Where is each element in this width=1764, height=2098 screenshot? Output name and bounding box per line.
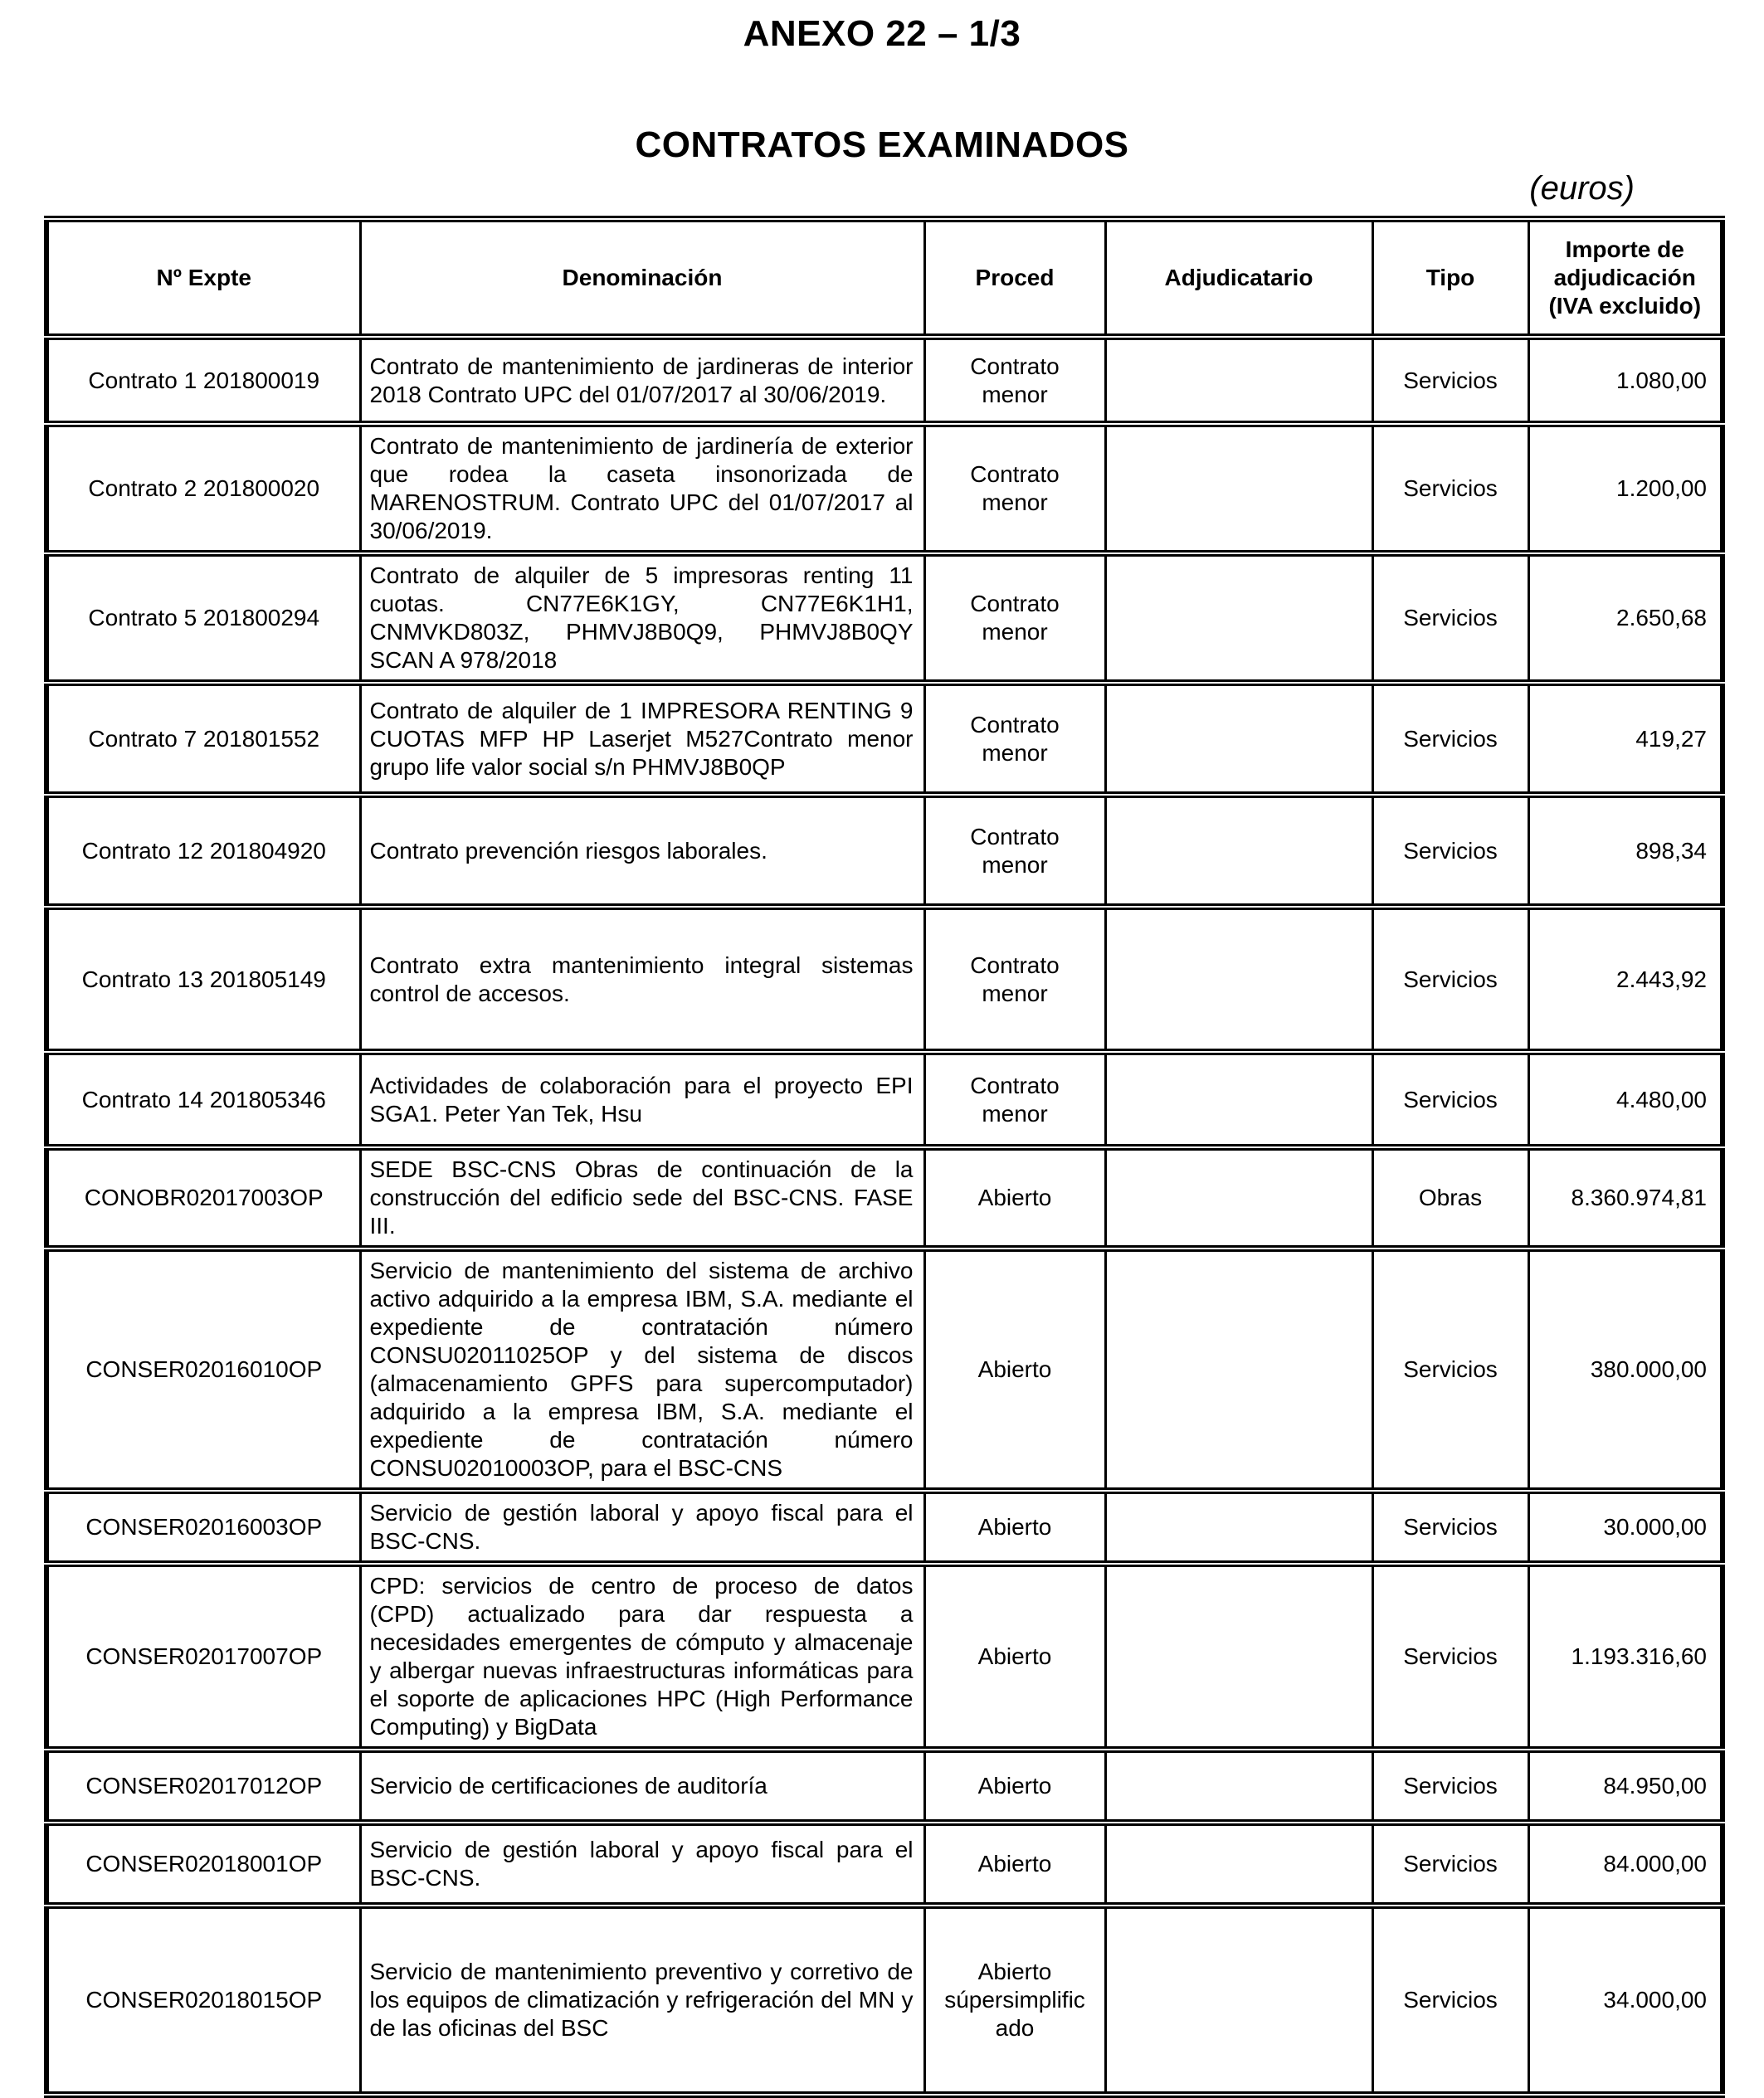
tipo-cell: Servicios	[1372, 553, 1528, 683]
denominacion-cell: CPD: servicios de centro de proceso de datos (CPD) actualizado para dar respuesta a necesidades emergentes de cómputo y almacenaje y albergar nuevas infraestructuras informáticas para el soporte de aplicaciones HPC (High Performance Computing) y BigData	[360, 1564, 924, 1750]
header-expte: Nº Expte	[46, 219, 360, 337]
table-row	[46, 795, 1723, 907]
importe-cell: 8.360.974,81	[1528, 1147, 1723, 1249]
expte-cell: Contrato 1 201800019	[46, 337, 360, 424]
table-row	[46, 424, 1723, 553]
proced-cell: Abierto	[924, 1147, 1105, 1249]
importe-cell: 2.443,92	[1528, 907, 1723, 1052]
header-importe: Importe de adjudicación (IVA excluido)	[1528, 219, 1723, 337]
page-title: CONTRATOS EXAMINADOS	[635, 124, 1129, 165]
table-row	[46, 337, 1723, 424]
adjudicatario-cell	[1105, 1249, 1372, 1491]
adjudicatario-cell	[1105, 1564, 1372, 1750]
expte-cell: Contrato 13 201805149	[46, 907, 360, 1052]
adjudicatario-cell	[1105, 1750, 1372, 1823]
denominacion-cell: Contrato prevención riesgos laborales.	[360, 795, 924, 907]
proced-cell: Contrato menor	[924, 683, 1105, 795]
adjudicatario-cell	[1105, 1147, 1372, 1249]
adjudicatario-cell	[1105, 907, 1372, 1052]
expte-cell: CONSER02017012OP	[46, 1750, 360, 1823]
table-row	[46, 683, 1723, 795]
tipo-cell: Servicios	[1372, 337, 1528, 424]
tipo-cell: Servicios	[1372, 424, 1528, 553]
importe-cell: 4.480,00	[1528, 1052, 1723, 1147]
expte-cell: CONOBR02017003OP	[46, 1147, 360, 1249]
tipo-cell: Servicios	[1372, 1750, 1528, 1823]
table-row	[46, 553, 1723, 683]
adjudicatario-cell	[1105, 1823, 1372, 1906]
adjudicatario-cell	[1105, 795, 1372, 907]
table-row	[46, 1052, 1723, 1147]
importe-cell: 1.200,00	[1528, 424, 1723, 553]
adjudicatario-cell	[1105, 337, 1372, 424]
importe-cell: 1.193.316,60	[1528, 1564, 1723, 1750]
proced-cell: Contrato menor	[924, 907, 1105, 1052]
adjudicatario-cell	[1105, 1052, 1372, 1147]
tipo-cell: Obras	[1372, 1147, 1528, 1249]
contracts-table	[44, 216, 1725, 2098]
importe-cell: 2.650,68	[1528, 553, 1723, 683]
denominacion-cell: Contrato de mantenimiento de jardineras de interior 2018 Contrato UPC del 01/07/2017 al 30/06/2019.	[360, 337, 924, 424]
table-header-row	[46, 219, 1723, 337]
tipo-cell: Servicios	[1372, 1491, 1528, 1564]
expte-cell: Contrato 14 201805346	[46, 1052, 360, 1147]
denominacion-cell: Servicio de mantenimiento preventivo y corretivo de los equipos de climatización y refrigeración del MN y de las oficinas del BSC	[360, 1906, 924, 2095]
denominacion-cell: Contrato de alquiler de 5 impresoras renting 11 cuotas. CN77E6K1GY, CN77E6K1H1, CNMVKD803Z, PHMVJ8B0Q9, PHMVJ8B0QY SCAN A 978/2018	[360, 553, 924, 683]
proced-cell: Abierto	[924, 1491, 1105, 1564]
table-row	[46, 1750, 1723, 1823]
annex-title: ANEXO 22 – 1/3	[743, 13, 1021, 54]
tipo-cell: Servicios	[1372, 795, 1528, 907]
expte-cell: Contrato 7 201801552	[46, 683, 360, 795]
denominacion-cell: Contrato de mantenimiento de jardinería de exterior que rodea la caseta insonorizada de MARENOSTRUM. Contrato UPC del 01/07/2017 al 30/06/2019.	[360, 424, 924, 553]
header-adjudicatario: Adjudicatario	[1105, 219, 1372, 337]
table-row	[46, 1564, 1723, 1750]
adjudicatario-cell	[1105, 553, 1372, 683]
tipo-cell: Servicios	[1372, 1052, 1528, 1147]
denominacion-cell: Servicio de mantenimiento del sistema de archivo activo adquirido a la empresa IBM, S.A. mediante el expediente de contratación número CONSU02011025OP y del sistema de discos (almacenamiento GPFS para supercomputador) adquirido a la empresa IBM, S.A. mediante el expediente de contratación número CONSU02010003OP, para el BSC-CNS	[360, 1249, 924, 1491]
denominacion-cell: Contrato extra mantenimiento integral sistemas control de accesos.	[360, 907, 924, 1052]
proced-cell: Contrato menor	[924, 337, 1105, 424]
importe-cell: 84.950,00	[1528, 1750, 1723, 1823]
expte-cell: CONSER02016003OP	[46, 1491, 360, 1564]
importe-cell: 84.000,00	[1528, 1823, 1723, 1906]
proced-cell: Abierto súpersimplificado	[924, 1906, 1105, 2095]
tipo-cell: Servicios	[1372, 907, 1528, 1052]
table-row	[46, 1147, 1723, 1249]
table-row	[46, 1491, 1723, 1564]
table-row	[46, 1906, 1723, 2095]
importe-cell: 1.080,00	[1528, 337, 1723, 424]
importe-cell: 380.000,00	[1528, 1249, 1723, 1491]
denominacion-cell: Servicio de certificaciones de auditoría	[360, 1750, 924, 1823]
adjudicatario-cell	[1105, 683, 1372, 795]
expte-cell: Contrato 5 201800294	[46, 553, 360, 683]
tipo-cell: Servicios	[1372, 683, 1528, 795]
adjudicatario-cell	[1105, 1491, 1372, 1564]
expte-cell: CONSER02018015OP	[46, 1906, 360, 2095]
denominacion-cell: SEDE BSC-CNS Obras de continuación de la construcción del edificio sede del BSC-CNS. FASE III.	[360, 1147, 924, 1249]
expte-cell: CONSER02018001OP	[46, 1823, 360, 1906]
expte-cell: Contrato 12 201804920	[46, 795, 360, 907]
adjudicatario-cell	[1105, 424, 1372, 553]
tipo-cell: Servicios	[1372, 1906, 1528, 2095]
importe-cell: 34.000,00	[1528, 1906, 1723, 2095]
denominacion-cell: Contrato de alquiler de 1 IMPRESORA RENTING 9 CUOTAS MFP HP Laserjet M527Contrato menor grupo life valor social s/n PHMVJ8B0QP	[360, 683, 924, 795]
currency-note: (euros)	[1529, 170, 1635, 207]
table-row	[46, 1249, 1723, 1491]
table-row	[46, 1823, 1723, 1906]
proced-cell: Contrato menor	[924, 1052, 1105, 1147]
header-proced: Proced	[924, 219, 1105, 337]
tipo-cell: Servicios	[1372, 1564, 1528, 1750]
expte-cell: CONSER02017007OP	[46, 1564, 360, 1750]
importe-cell: 30.000,00	[1528, 1491, 1723, 1564]
proced-cell: Abierto	[924, 1823, 1105, 1906]
header-denominacion: Denominación	[360, 219, 924, 337]
proced-cell: Contrato menor	[924, 424, 1105, 553]
tipo-cell: Servicios	[1372, 1249, 1528, 1491]
tipo-cell: Servicios	[1372, 1823, 1528, 1906]
adjudicatario-cell	[1105, 1906, 1372, 2095]
expte-cell: CONSER02016010OP	[46, 1249, 360, 1491]
importe-cell: 898,34	[1528, 795, 1723, 907]
denominacion-cell: Actividades de colaboración para el proyecto EPI SGA1. Peter Yan Tek, Hsu	[360, 1052, 924, 1147]
denominacion-cell: Servicio de gestión laboral y apoyo fiscal para el BSC-CNS.	[360, 1491, 924, 1564]
importe-cell: 419,27	[1528, 683, 1723, 795]
denominacion-cell: Servicio de gestión laboral y apoyo fiscal para el BSC-CNS.	[360, 1823, 924, 1906]
proced-cell: Contrato menor	[924, 795, 1105, 907]
table-row	[46, 907, 1723, 1052]
proced-cell: Abierto	[924, 1249, 1105, 1491]
proced-cell: Contrato menor	[924, 553, 1105, 683]
header-tipo: Tipo	[1372, 219, 1528, 337]
proced-cell: Abierto	[924, 1564, 1105, 1750]
proced-cell: Abierto	[924, 1750, 1105, 1823]
expte-cell: Contrato 2 201800020	[46, 424, 360, 553]
